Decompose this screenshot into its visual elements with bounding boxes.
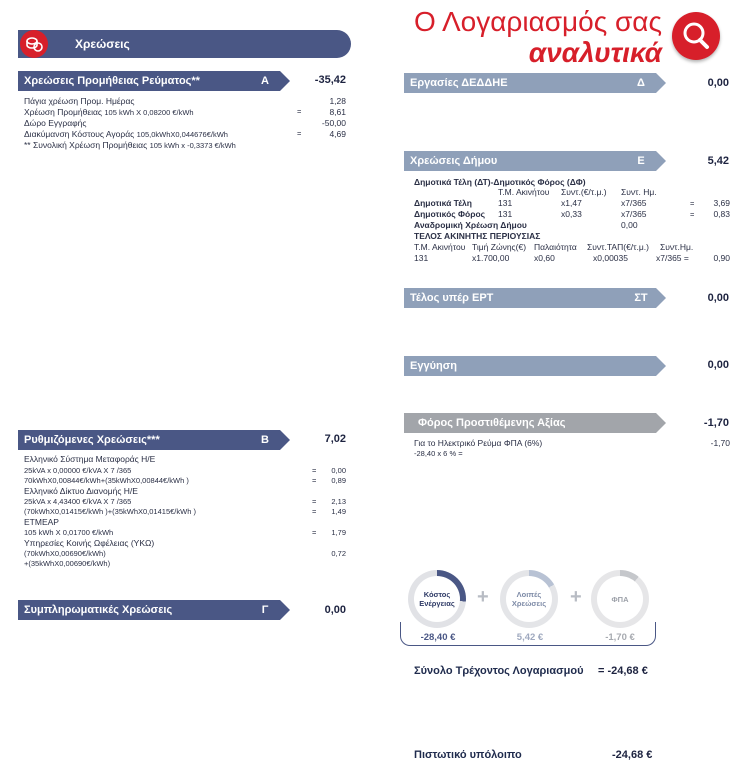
other-charges-label-2: Χρεώσεις — [511, 599, 547, 608]
municipal-row-2-rate: x0,33 — [561, 209, 582, 219]
vat-line-detail: -28,40 x 6 % = — [414, 449, 463, 458]
municipal-amount: 5,42 — [707, 155, 729, 167]
municipal-row-2-area: 131 — [498, 209, 513, 219]
regulated-amount: 7,02 — [324, 433, 346, 445]
tap-col-1: Τ.Μ. Ακινήτου — [414, 242, 466, 252]
charges-header — [18, 30, 351, 58]
municipal-retro-value: 0,00 — [621, 220, 638, 230]
supply-header-label: Χρεώσεις Προμήθειας Ρεύματος** — [24, 75, 200, 87]
regulated-group-title-4: Υπηρεσίες Κοινής Ωφέλειας (ΥΚΩ) — [24, 538, 155, 548]
brand-title-line2: αναλυτικά — [528, 37, 662, 68]
regulated-header[interactable] — [18, 430, 280, 450]
ert-arrow-icon — [656, 288, 666, 308]
regulated-header-label: Ρυθμιζόμενες Χρεώσεις*** — [24, 434, 160, 446]
energy-cost-value: -28,40 € — [412, 632, 464, 643]
vat-header-label: Φόρος Προστιθέμενης Αξίας — [418, 417, 566, 429]
deddie-code: Δ — [637, 77, 645, 89]
tap-col-4: Συντ.ΤΑΠ(€/τ.μ.) — [587, 242, 649, 252]
misc-header-label: Συμπληρωματικές Χρεώσεις — [24, 604, 173, 616]
misc-code: Γ — [261, 604, 269, 616]
vat-arrow-icon — [656, 413, 666, 433]
energy-cost-label-2: Ενέργειας — [419, 599, 455, 608]
regulated-detail-4a: (70kWhX0,00690€/kWh) — [24, 549, 106, 558]
tap-col-2: Τιμή Ζώνης(€) — [472, 242, 527, 252]
municipal-row-2-value: 0,83 — [713, 209, 730, 219]
regulated-value-3a: 1,79 — [331, 528, 346, 537]
municipal-row-1-value: 3,69 — [713, 198, 730, 208]
tap-val-6: 0,90 — [713, 253, 730, 263]
vat-circle — [591, 570, 649, 628]
tap-col-3: Παλαιότητα — [534, 242, 577, 252]
regulated-eq-1b: = — [312, 476, 317, 485]
plus-sign-2: + — [570, 586, 582, 608]
regulated-detail-4b: +(35kWhX0,00690€/kWh) — [24, 559, 111, 568]
regulated-detail-1a: 25kVA x 0,00000 €/kVA X 7 /365 — [24, 466, 132, 475]
guarantee-arrow-icon — [656, 356, 666, 376]
regulated-detail-2b: (70kWhX0,01415€/kWh )+(35kWhX0,01415€/kWh ) — [24, 507, 196, 516]
regulated-value-1a: 0,00 — [331, 466, 346, 475]
deddie-arrow-icon — [656, 73, 666, 93]
vat-line-value: -1,70 — [710, 438, 730, 448]
municipal-row-1-rate: x1,47 — [561, 198, 582, 208]
tap-val-2: x1.700,00 — [472, 253, 510, 263]
other-charges-circle — [500, 570, 558, 628]
regulated-eq-1a: = — [312, 466, 317, 475]
charges-header-label: Χρεώσεις — [75, 37, 130, 51]
municipal-col-days: Συντ. Ημ. — [621, 187, 657, 197]
brand-title — [400, 6, 662, 68]
regulated-eq-3a: = — [312, 528, 317, 537]
regulated-detail-1b: 70kWhX0,00844€/kWh+(35kWhX0,00844€/kWh ) — [24, 476, 189, 485]
other-charges-label-1: Λοιπές — [516, 590, 542, 599]
tap-title: ΤΕΛΟΣ ΑΚΙΝΗΤΗΣ ΠΕΡΙΟΥΣΙΑΣ — [414, 231, 541, 241]
supply-value-2: 8,61 — [329, 107, 346, 117]
regulated-detail-2a: 25kVA x 4,43400 €/kVA X 7 /365 — [24, 497, 132, 506]
misc-header[interactable] — [18, 600, 280, 620]
regulated-value-2b: 1,49 — [331, 507, 346, 516]
vat-value: -1,70 € — [594, 632, 646, 643]
supply-header[interactable] — [18, 71, 280, 91]
deddie-header[interactable] — [404, 73, 656, 93]
supply-value-3: -50,00 — [321, 118, 346, 128]
regulated-eq-2a: = — [312, 497, 317, 506]
tap-col-5: Συντ.Ημ. — [660, 242, 694, 252]
tap-val-3: x0,60 — [534, 253, 555, 263]
supply-value-1: 1,28 — [329, 96, 346, 106]
regulated-value-4a: 0,72 — [331, 549, 346, 558]
municipal-row-1-area: 131 — [498, 198, 513, 208]
municipal-header[interactable] — [404, 151, 656, 171]
municipal-retro-label: Αναδρομική Χρέωση Δήμου — [414, 220, 527, 230]
vat-header[interactable] — [404, 413, 656, 433]
supply-line-2: Χρέωση Προμήθειας 105 kWh X 0,08200 €/kWh — [24, 107, 194, 117]
guarantee-header-label: Εγγύηση — [410, 360, 457, 372]
municipal-row-2-label: Δημοτικός Φόρος — [414, 209, 486, 219]
guarantee-amount: 0,00 — [707, 359, 729, 371]
regulated-value-1b: 0,89 — [331, 476, 346, 485]
municipal-row-2-days: x7/365 — [621, 209, 647, 219]
municipal-title: Δημοτικά Τέλη (ΔΤ)-Δημοτικός Φόρος (ΔΦ) — [414, 177, 586, 187]
municipal-col-rate: Συντ.(€/τ.μ.) — [561, 187, 607, 197]
vat-line-label: Για το Ηλεκτρικό Ρεύμα ΦΠΑ (6%) — [414, 438, 543, 448]
municipal-code: Ε — [637, 155, 645, 167]
supply-line-5: ** Συνολική Χρέωση Προμήθειας 105 kWh x -0,3373 €/kWh — [24, 140, 236, 150]
magnifier-icon — [672, 12, 720, 60]
supply-line-4: Διακύμανση Κόστους Αγοράς 105,0kWhX0,044676€/kWh — [24, 129, 228, 139]
supply-amount: -35,42 — [314, 74, 346, 86]
tap-val-5: x7/365 = — [656, 253, 689, 263]
guarantee-header[interactable] — [404, 356, 656, 376]
credit-value: -24,68 € — [612, 749, 653, 761]
tap-val-4: x0,00035 — [593, 253, 628, 263]
ert-amount: 0,00 — [707, 292, 729, 304]
misc-amount: 0,00 — [324, 604, 346, 616]
regulated-code: Β — [261, 434, 269, 446]
municipal-row-1-days: x7/365 — [621, 198, 647, 208]
regulated-eq-2b: = — [312, 507, 317, 516]
supply-eq-2: = — [297, 107, 302, 116]
brand-title-line1: Ο Λογαριασμός σας — [413, 6, 662, 37]
supply-code: Α — [261, 75, 269, 87]
vat-amount: -1,70 — [703, 417, 729, 429]
energy-cost-circle — [408, 570, 466, 628]
regulated-group-title-2: Ελληνικό Δίκτυο Διανομής Η/Ε — [24, 486, 138, 496]
coins-icon — [20, 30, 48, 58]
ert-code: ΣΤ — [634, 292, 648, 304]
supply-line-1: Πάγια χρέωση Προμ. Ημέρας — [24, 96, 135, 106]
municipal-row-2-eq: = — [690, 210, 695, 219]
municipal-row-1-eq: = — [690, 199, 695, 208]
municipal-col-area: Τ.Μ. Ακινήτου — [498, 187, 550, 197]
ert-header-label: Τέλος υπέρ ΕΡΤ — [410, 292, 494, 304]
municipal-arrow-icon — [656, 151, 666, 171]
supply-line-3: Δώρο Εγγραφής — [24, 118, 87, 128]
plus-sign-1: + — [477, 586, 489, 608]
other-charges-value: 5,42 € — [504, 632, 556, 643]
regulated-group-title-3: ΕΤΜΕΑΡ — [24, 517, 59, 527]
ert-header[interactable] — [404, 288, 656, 308]
supply-value-4: 4,69 — [329, 129, 346, 139]
deddie-header-label: Εργασίες ΔΕΔΔΗΕ — [410, 77, 508, 89]
total-value: = -24,68 € — [598, 665, 648, 677]
vat-circle-label: ΦΠΑ — [611, 594, 629, 604]
municipal-row-1-label: Δημοτικά Τέλη — [414, 198, 472, 208]
regulated-detail-3a: 105 kWh X 0,01700 €/kWh — [24, 528, 114, 537]
energy-cost-label-1: Κόστος — [423, 590, 451, 599]
deddie-amount: 0,00 — [707, 77, 729, 89]
supply-eq-4: = — [297, 129, 302, 138]
regulated-group-title-1: Ελληνικό Σύστημα Μεταφοράς Η/Ε — [24, 454, 156, 464]
municipal-header-label: Χρεώσεις Δήμου — [410, 155, 498, 167]
regulated-value-2a: 2,13 — [331, 497, 346, 506]
credit-label: Πιστωτικό υπόλοιπο — [414, 749, 522, 761]
tap-val-1: 131 — [414, 253, 429, 263]
total-label: Σύνολο Τρέχοντος Λογαριασμού — [414, 665, 584, 677]
